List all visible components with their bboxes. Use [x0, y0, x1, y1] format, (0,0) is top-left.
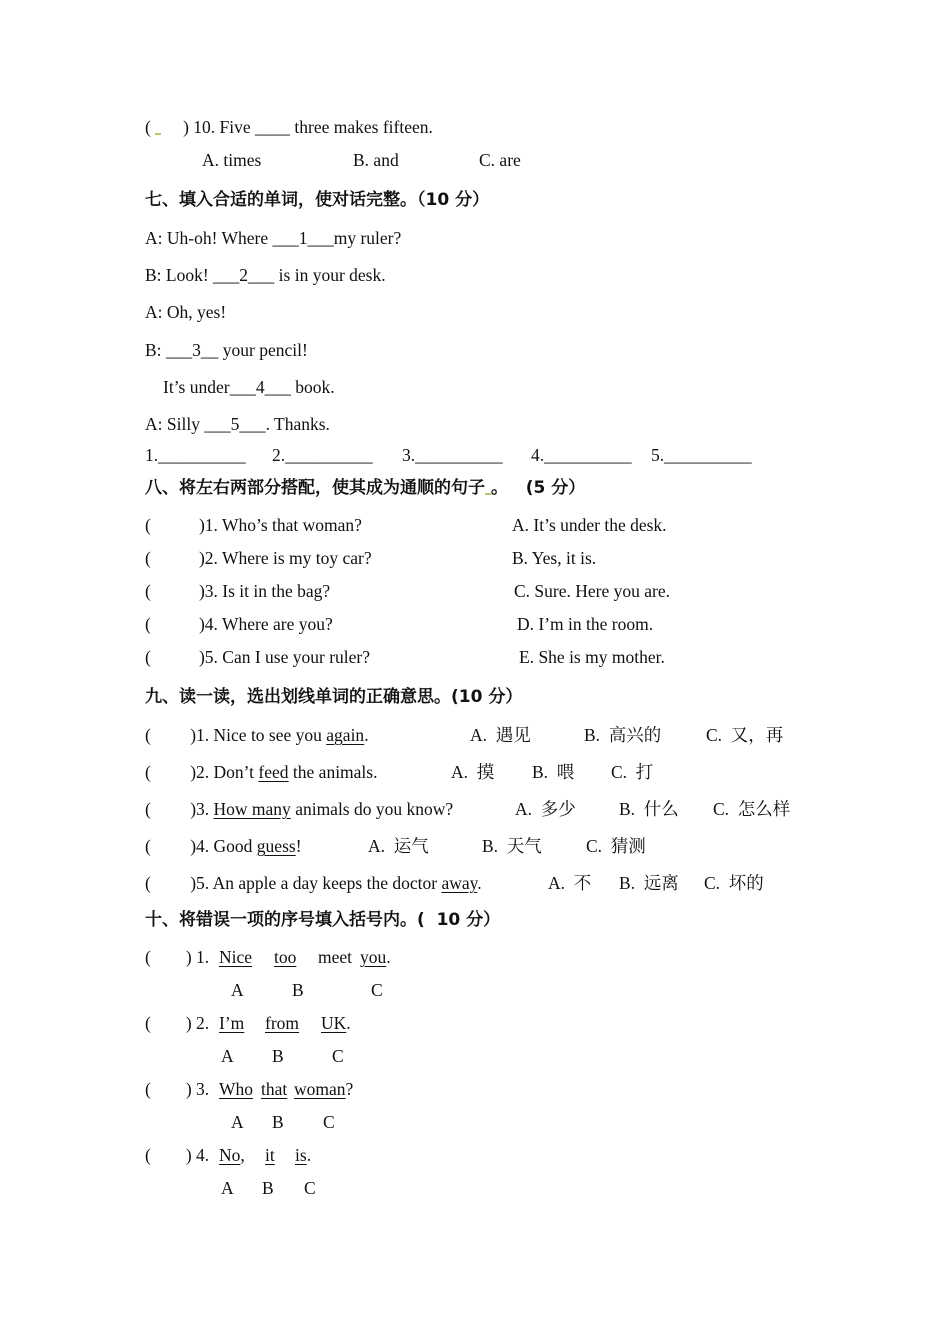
meaning-option-a: A. 多少 — [515, 799, 576, 819]
meaning-question-text: . — [364, 725, 369, 745]
error-label-a: A — [221, 1046, 234, 1066]
error-word-a: I’m — [219, 1013, 245, 1033]
underlined-word: How many — [213, 799, 291, 819]
answer-blank-5: 5.__________ — [651, 445, 752, 465]
meaning-option-c: C. 猜测 — [586, 836, 646, 856]
error-label-a: A — [221, 1178, 234, 1198]
meaning-option-b: B. 天气 — [482, 836, 542, 856]
error-word-a: Nice — [219, 947, 253, 967]
meaning-option-a: A. 不 — [548, 873, 592, 893]
underlined-word: again — [326, 725, 365, 745]
section-10-title: 十、将错误一项的序号填入括号内。( 10 分） — [145, 910, 501, 930]
section-8-title-main: 八、将左右两部分搭配，使其成为通顺的句子 — [145, 478, 485, 498]
error-label-c: C — [332, 1046, 344, 1066]
question-10 — [145, 116, 433, 138]
question-10-text: ) 10. Five ____ three makes fifteen. — [183, 117, 433, 137]
match-question: ( )2. Where is my toy car? — [145, 548, 372, 568]
error-label-b: B — [272, 1046, 284, 1066]
meaning-option-b: B. 什么 — [619, 799, 679, 819]
meaning-question — [145, 872, 482, 894]
error-word-b: from — [265, 1013, 300, 1033]
error-sentence-end — [360, 946, 391, 968]
error-question-number: ( ) 1. — [145, 947, 214, 967]
match-question: ( )4. Where are you? — [145, 614, 333, 634]
meaning-option-c: C. 又，再 — [706, 725, 784, 745]
error-word-b: too — [274, 947, 297, 967]
match-question: ( )3. Is it in the bag? — [145, 581, 331, 601]
meaning-option-c: C. 打 — [611, 762, 654, 782]
meaning-question-text: ! — [295, 836, 302, 856]
meaning-option-c: C. 怎么样 — [713, 799, 791, 819]
meaning-question-text: ( )1. Nice to see you — [145, 725, 327, 745]
error-label-b: B — [292, 980, 304, 1000]
section-7-title: 七、填入合适的单词，使对话完整。（10 分） — [145, 190, 490, 210]
section-8-title — [145, 477, 585, 499]
meaning-question-text: ( )3. — [145, 799, 214, 819]
answer-blank-3: 3.__________ — [402, 445, 503, 465]
dialogue-line: A: Oh, yes! — [145, 302, 227, 322]
section-9-title: 九、读一读，选出划线单词的正确意思。(10 分） — [145, 687, 523, 707]
answer-blank-1: 1.__________ — [145, 445, 246, 465]
sentence-punctuation: , — [240, 1145, 245, 1165]
match-question: ( )1. Who’s that woman? — [145, 515, 362, 535]
error-label-b: B — [262, 1178, 274, 1198]
error-question-number: ( ) 4. — [145, 1145, 214, 1165]
underlined-word: feed — [258, 762, 289, 782]
error-sentence-end — [321, 1012, 351, 1034]
error-word-a: No — [219, 1145, 241, 1165]
sentence-punctuation: ? — [345, 1079, 354, 1099]
sentence-punctuation: . — [346, 1013, 351, 1033]
meaning-question — [145, 761, 377, 783]
meaning-option-a: A. 摸 — [451, 762, 495, 782]
dialogue-line: It’s under___4___ book. — [163, 377, 335, 397]
error-label-c: C — [304, 1178, 316, 1198]
error-label-c: C — [371, 980, 383, 1000]
match-answer: A. It’s under the desk. — [512, 515, 667, 535]
meaning-question — [145, 835, 302, 857]
error-question-number: ( ) 3. — [145, 1079, 214, 1099]
error-word-c: UK — [321, 1013, 347, 1033]
option-c: C. are — [479, 150, 521, 170]
match-answer: C. Sure. Here you are. — [514, 581, 670, 601]
meaning-question — [145, 798, 453, 820]
meaning-question-text: animals do you know? — [290, 799, 454, 819]
error-word-c: woman — [294, 1079, 346, 1099]
error-word-b: that — [261, 1079, 288, 1099]
sentence-punctuation: . — [386, 947, 391, 967]
meaning-option-b: B. 喂 — [532, 762, 575, 782]
answer-blank-2: 2.__________ — [272, 445, 373, 465]
option-a: A. times — [202, 150, 262, 170]
meaning-option-a: A. 运气 — [368, 836, 429, 856]
error-sentence-end — [294, 1078, 353, 1100]
error-sentence-end — [295, 1144, 311, 1166]
error-label-c: C — [323, 1112, 335, 1132]
meaning-question-text: the animals. — [288, 762, 378, 782]
dialogue-line: A: Uh-oh! Where ___1___my ruler? — [145, 228, 402, 248]
error-word-plain: meet — [318, 947, 357, 967]
meaning-option-a: A. 遇见 — [470, 725, 531, 745]
answer-blank-4: 4.__________ — [531, 445, 632, 465]
error-word-a-group — [219, 1144, 245, 1166]
error-label-a: A — [231, 980, 244, 1000]
meaning-question-text: ( )5. An apple a day keeps the doctor — [145, 873, 442, 893]
underlined-word: guess — [256, 836, 296, 856]
underlined-word: away — [441, 873, 478, 893]
match-answer: E. She is my mother. — [519, 647, 665, 667]
meaning-question-text: ( )4. Good — [145, 836, 257, 856]
error-word-c: is — [295, 1145, 307, 1165]
meaning-option-b: B. 高兴的 — [584, 725, 662, 745]
match-answer: B. Yes, it is. — [512, 548, 597, 568]
highlight-mark — [155, 133, 161, 135]
error-word-c: you — [360, 947, 387, 967]
dialogue-line: B: Look! ___2___ is in your desk. — [145, 265, 386, 285]
error-word-a: Who — [219, 1079, 254, 1099]
meaning-question-text: . — [477, 873, 482, 893]
error-question-number: ( ) 2. — [145, 1013, 214, 1033]
match-question: ( )5. Can I use your ruler? — [145, 647, 371, 667]
meaning-question — [145, 724, 369, 746]
dialogue-line: B: ___3__ your pencil! — [145, 340, 308, 360]
error-word-b: it — [265, 1145, 275, 1165]
question-paren-left: ( — [145, 117, 151, 137]
meaning-question-text: ( )2. Don’t — [145, 762, 259, 782]
dialogue-line: A: Silly ___5___. Thanks. — [145, 414, 330, 434]
section-8-title-score: 。 (5 分） — [491, 478, 586, 498]
meaning-option-c: C. 坏的 — [704, 873, 764, 893]
meaning-option-b: B. 远离 — [619, 873, 679, 893]
match-answer: D. I’m in the room. — [517, 614, 654, 634]
error-label-b: B — [272, 1112, 284, 1132]
sentence-punctuation: . — [306, 1145, 312, 1165]
error-label-a: A — [231, 1112, 244, 1132]
option-b: B. and — [353, 150, 399, 170]
